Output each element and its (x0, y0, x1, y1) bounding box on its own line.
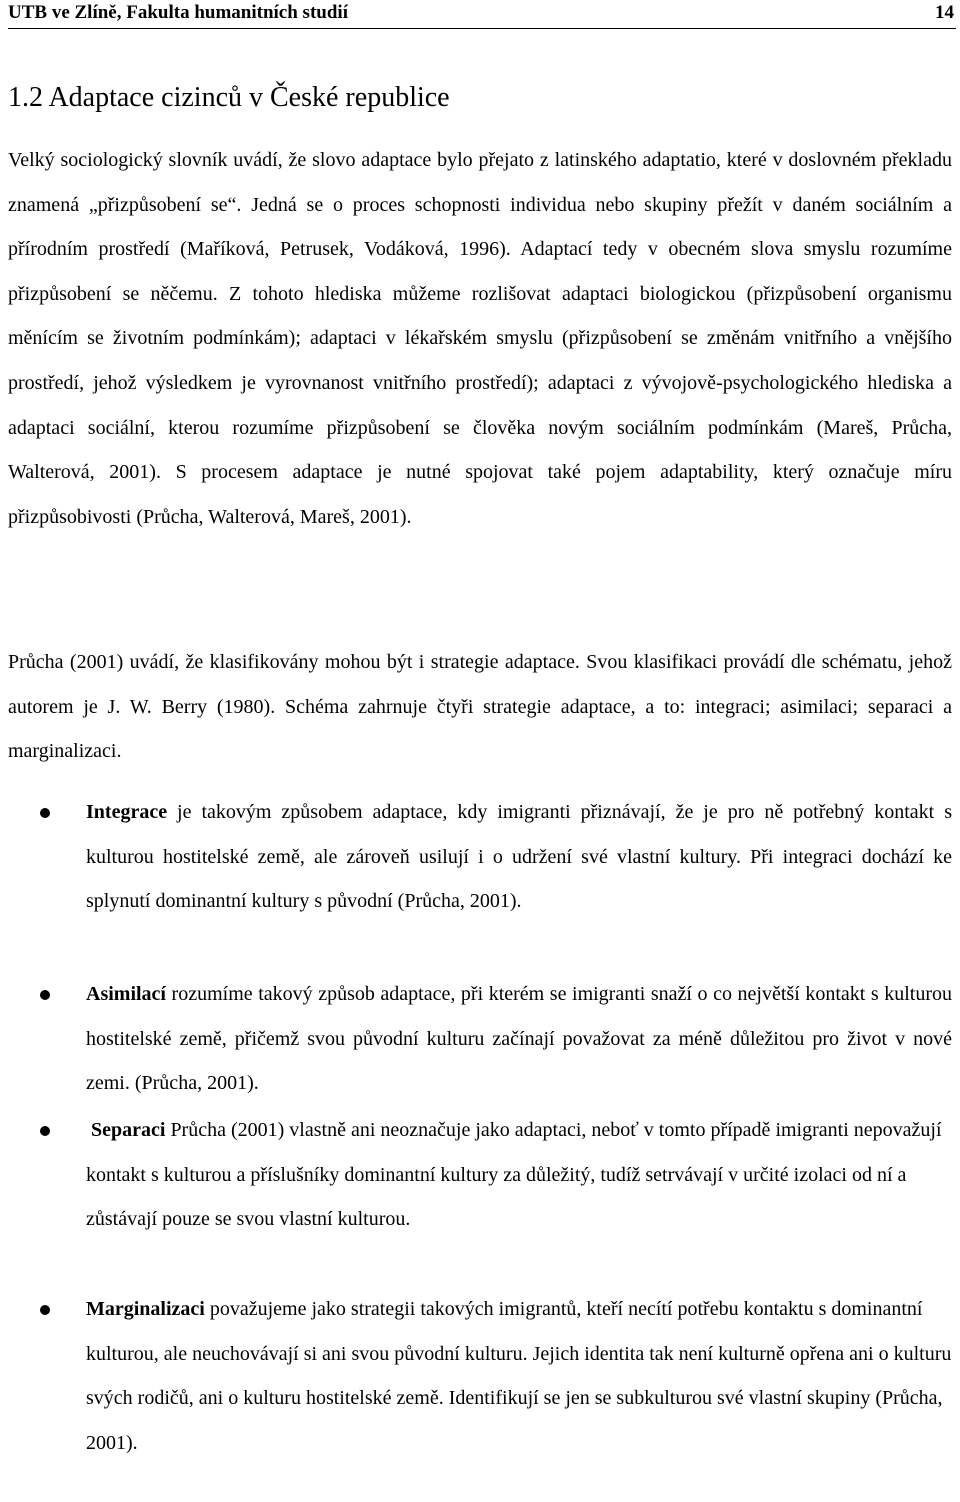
bullet-icon (40, 1305, 50, 1315)
strategy-term: Asimilací (86, 983, 166, 1005)
list-item-text (86, 1287, 952, 1465)
paragraph-adaptation-definition: Velký sociologický slovník uvádí, že slovo adaptace bylo přejato z latinského adaptatio, které v doslovném překladu znamená „přizpůsobení se“. Jedná se o proces schopnosti individua nebo skupiny přežít v daném sociálním a přírodním prostředí (Maříková, Petrusek, Vodáková, 1996). Adaptací tedy v obecném slova smyslu rozumíme přizpůsobení se něčemu. Z tohoto hlediska můžeme rozlišovat adaptaci biologickou (přizpůsobení organismu měnícím se životním podmínkám); adaptaci v lékařském smyslu (přizpůsobení se změnám vnitřního a vnějšího prostředí, jehož výsledkem je vyrovnanost vnitřního prostředí); adaptaci z vývojově-psychologického hlediska a adaptaci sociální, kterou rozumíme přizpůsobení se člověka novým sociálním podmínkám (Mareš, Průcha, Walterová, 2001). S procesem adaptace je nutné spojovat také pojem adaptability, který označuje míru přizpůsobivosti (Průcha, Walterová, Mareš, 2001). (8, 149, 952, 528)
page-number: 14 (935, 2, 954, 23)
strategy-term: Separaci (91, 1119, 166, 1141)
bullet-icon (40, 990, 50, 1000)
strategy-description: považujeme jako strategii takových imigrantů, kteří necítí potřebu kontaktu s dominantní kulturou, ale neuchovávají si ani svou původní kulturu. Jejich identita tak není kulturně opřena ani o kulturu svých rodičů, ani o kulturu hostitelské země. Identifikují se jen se subkulturou své vlastní skupiny (Průcha, 2001). (86, 1298, 952, 1454)
section-heading: 1.2 Adaptace cizinců v České republice (8, 82, 450, 113)
strategy-term: Marginalizaci (86, 1298, 205, 1320)
paragraph-strategies-intro: Průcha (2001) uvádí, že klasifikovány mohou být i strategie adaptace. Svou klasifikaci provádí dle schématu, jehož autorem je J. W. Berry (1980). Schéma zahrnuje čtyři strategie adaptace, a to: integraci; asimilaci; separaci a marginalizaci. (8, 651, 952, 763)
strategy-term: Integrace (86, 801, 168, 823)
bullet-icon (40, 1126, 50, 1136)
bullet-icon (40, 808, 50, 818)
strategy-description: rozumíme takový způsob adaptace, při kterém se imigranti snaží o co největší kontakt s kulturou hostitelské země, přičemž svou původní kulturu začínají považovat za méně důležitou pro život v nové zemi. (Průcha, 2001). (86, 983, 952, 1095)
header-title: UTB ve Zlíně, Fakulta humanitních studií (8, 2, 348, 23)
list-item-text (86, 972, 952, 1106)
list-item-text (86, 790, 952, 924)
page-header (8, 0, 956, 29)
strategy-description: Průcha (2001) vlastně ani neoznačuje jako adaptaci, neboť v tomto případě imigranti nepovažují kontakt s kulturou a příslušníky dominantní kultury za důležitý, tudíž setrvávají v určité izolaci od ní a zůstávají pouze se svou vlastní kulturou. (86, 1119, 942, 1231)
list-item-text (86, 1108, 952, 1242)
strategy-description: je takovým způsobem adaptace, kdy imigranti přiznávají, že je pro ně potřebný kontakt s kulturou hostitelské země, ale zároveň usilují i o udržení své vlastní kultury. Při integraci dochází ke splynutí dominantní kultury s původní (Průcha, 2001). (86, 801, 952, 913)
